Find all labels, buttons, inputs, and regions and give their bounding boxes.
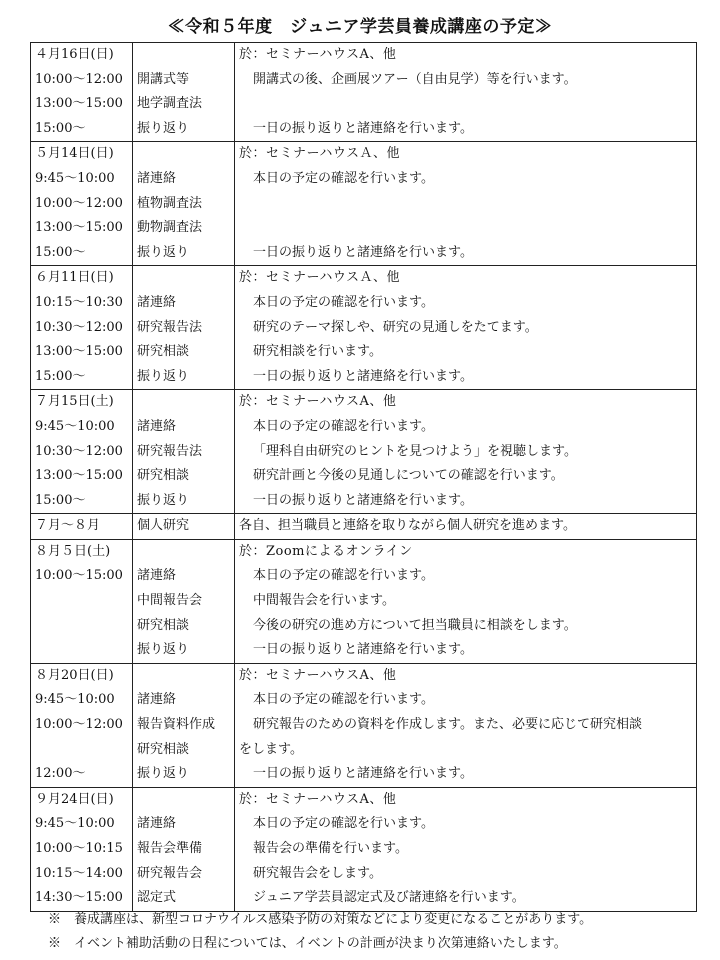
row-time: 10:00～12:00 — [31, 192, 133, 217]
session-item-blank — [133, 787, 235, 812]
schedule-row — [31, 415, 697, 440]
row-description: 本日の予定の確認を行います。 — [235, 564, 697, 589]
schedule-row — [31, 291, 697, 316]
row-time: 13:00～15:00 — [31, 464, 133, 489]
row-item: 振り返り — [133, 638, 235, 663]
schedule-row — [31, 614, 697, 639]
session-header-row — [31, 787, 697, 812]
schedule-row — [31, 92, 697, 117]
schedule-row — [31, 68, 697, 93]
row-item: 諸連絡 — [133, 812, 235, 837]
row-item: 諸連絡 — [133, 291, 235, 316]
row-description: 本日の予定の確認を行います。 — [235, 812, 697, 837]
row-time: 9:45～10:00 — [31, 415, 133, 440]
row-item: 諸連絡 — [133, 688, 235, 713]
session-header-row — [31, 663, 697, 688]
schedule-row — [31, 638, 697, 663]
schedule-row — [31, 216, 697, 241]
row-time: 15:00～ — [31, 365, 133, 390]
row-time: 10:30～12:00 — [31, 316, 133, 341]
schedule-row — [31, 340, 697, 365]
row-item: 中間報告会 — [133, 589, 235, 614]
row-item: 振り返り — [133, 489, 235, 514]
row-item: 研究報告法 — [133, 440, 235, 465]
row-time: 13:00～15:00 — [31, 340, 133, 365]
row-item: 地学調査法 — [133, 92, 235, 117]
session-location: 於：セミナーハウスA、他 — [235, 43, 697, 68]
session-header-row — [31, 266, 697, 291]
row-item: 研究相談 — [133, 464, 235, 489]
session-header-row — [31, 390, 697, 415]
row-description: 一日の振り返りと諸連絡を行います。 — [235, 489, 697, 514]
row-time: 15:00～ — [31, 241, 133, 266]
row-item: 動物調査法 — [133, 216, 235, 241]
schedule-row — [31, 365, 697, 390]
schedule-row — [31, 440, 697, 465]
session-item-blank — [133, 142, 235, 167]
row-description: 研究相談を行います。 — [235, 340, 697, 365]
session-date: ８月５日(土) — [31, 539, 133, 564]
schedule-row — [31, 192, 697, 217]
session-item-blank — [133, 390, 235, 415]
session-date: ８月20日(日) — [31, 663, 133, 688]
schedule-table — [30, 42, 697, 912]
schedule-row — [31, 464, 697, 489]
row-time: 10:00～12:00 — [31, 713, 133, 738]
session-item-blank — [133, 663, 235, 688]
row-time: 13:00～15:00 — [31, 216, 133, 241]
row-description: 研究報告会をします。 — [235, 862, 697, 887]
schedule-row — [31, 241, 697, 266]
notes — [48, 908, 708, 956]
session-location: 於：セミナーハウスA、他 — [235, 663, 697, 688]
row-description: 研究のテーマ探しや、研究の見通しをたてます。 — [235, 316, 697, 341]
row-description: 本日の予定の確認を行います。 — [235, 688, 697, 713]
row-description: 「理科自由研究のヒントを見つけよう」を視聴します。 — [235, 440, 697, 465]
row-description — [235, 192, 697, 217]
row-time: 13:00～15:00 — [31, 92, 133, 117]
row-time: 9:45～10:00 — [31, 688, 133, 713]
row-description: 本日の予定の確認を行います。 — [235, 291, 697, 316]
row-item: 開講式等 — [133, 68, 235, 93]
row-item: 研究相談 — [133, 738, 235, 763]
row-description: 今後の研究の進め方について担当職員に相談をします。 — [235, 614, 697, 639]
row-item: 報告資料作成 — [133, 713, 235, 738]
session-location: 於：セミナーハウスA、他 — [235, 390, 697, 415]
row-item: 研究相談 — [133, 614, 235, 639]
row-time: 10:00～12:00 — [31, 68, 133, 93]
session-location: 於：Zoomによるオンライン — [235, 539, 697, 564]
note-item: ※ 養成講座は、新型コロナウイルス感染予防の対策などにより変更になることがあります。 — [48, 912, 593, 927]
row-item: 諸連絡 — [133, 564, 235, 589]
schedule-row — [31, 837, 697, 862]
row-time: 10:15～10:30 — [31, 291, 133, 316]
note-item: ※ イベント補助活動の日程については、イベントの計画が決まり次第連絡いたします。 — [48, 936, 567, 951]
row-item: 振り返り — [133, 117, 235, 142]
page-title: ≪令和５年度 ジュニア学芸員養成講座の予定≫ — [167, 17, 553, 37]
schedule-row — [31, 862, 697, 887]
row-time: 10:00～10:15 — [31, 837, 133, 862]
row-description: 一日の振り返りと諸連絡を行います。 — [235, 365, 697, 390]
row-time: 9:45～10:00 — [31, 167, 133, 192]
row-item: 振り返り — [133, 762, 235, 787]
row-description: 一日の振り返りと諸連絡を行います。 — [235, 638, 697, 663]
row-time: 9:45～10:00 — [31, 812, 133, 837]
row-description: 報告会の準備を行います。 — [235, 837, 697, 862]
row-description — [235, 216, 697, 241]
row-item: 植物調査法 — [133, 192, 235, 217]
schedule-row — [31, 564, 697, 589]
row-time: 15:00～ — [31, 489, 133, 514]
row-time — [31, 738, 133, 763]
session-date: ６月11日(日) — [31, 266, 133, 291]
row-description: 中間報告会を行います。 — [235, 589, 697, 614]
session-header-row — [31, 142, 697, 167]
row-description: 本日の予定の確認を行います。 — [235, 167, 697, 192]
session-description: 各自、担当職員と連絡を取りながら個人研究を進めます。 — [235, 514, 697, 540]
row-description: 一日の振り返りと諸連絡を行います。 — [235, 762, 697, 787]
session-date: ４月16日(日) — [31, 43, 133, 68]
row-item: 諸連絡 — [133, 415, 235, 440]
schedule-row — [31, 167, 697, 192]
session-item-blank — [133, 539, 235, 564]
row-description — [235, 92, 697, 117]
row-description: 研究報告のための資料を作成します。また、必要に応じて研究相談 — [235, 713, 697, 738]
row-description: 一日の振り返りと諸連絡を行います。 — [235, 117, 697, 142]
session-block — [31, 514, 697, 540]
row-item: 報告会準備 — [133, 837, 235, 862]
row-description: をします。 — [235, 738, 697, 763]
row-time: 15:00～ — [31, 117, 133, 142]
session-location: 於：セミナーハウスＡ、他 — [235, 266, 697, 291]
row-time — [31, 614, 133, 639]
row-item: 認定式 — [133, 886, 235, 911]
session-period: ７月～８月 — [31, 514, 133, 540]
session-date: ９月24日(日) — [31, 787, 133, 812]
row-time — [31, 589, 133, 614]
row-item: 諸連絡 — [133, 167, 235, 192]
session-item: 個人研究 — [133, 514, 235, 540]
row-time: 10:00～15:00 — [31, 564, 133, 589]
row-description: 一日の振り返りと諸連絡を行います。 — [235, 241, 697, 266]
row-time: 14:30～15:00 — [31, 886, 133, 911]
row-description: 本日の予定の確認を行います。 — [235, 415, 697, 440]
row-time: 10:30～12:00 — [31, 440, 133, 465]
session-header-row — [31, 43, 697, 68]
schedule-row — [31, 117, 697, 142]
session-location: 於：セミナーハウスＡ、他 — [235, 142, 697, 167]
row-time: 12:00～ — [31, 762, 133, 787]
session-item-blank — [133, 43, 235, 68]
schedule-row — [31, 489, 697, 514]
schedule-row — [31, 762, 697, 787]
schedule-row — [31, 812, 697, 837]
row-description: 研究計画と今後の見通しについての確認を行います。 — [235, 464, 697, 489]
row-item: 研究報告会 — [133, 862, 235, 887]
session-date: ５月14日(日) — [31, 142, 133, 167]
session-header-row — [31, 539, 697, 564]
row-item: 研究報告法 — [133, 316, 235, 341]
schedule-row — [31, 713, 697, 738]
session-date: ７月15日(土) — [31, 390, 133, 415]
row-item: 研究相談 — [133, 340, 235, 365]
schedule-row — [31, 688, 697, 713]
schedule-row — [31, 589, 697, 614]
session-item-blank — [133, 266, 235, 291]
schedule-row — [31, 316, 697, 341]
row-time — [31, 638, 133, 663]
row-item: 振り返り — [133, 241, 235, 266]
schedule-row — [31, 738, 697, 763]
row-item: 振り返り — [133, 365, 235, 390]
row-description: ジュニア学芸員認定式及び諸連絡を行います。 — [235, 886, 697, 911]
row-time: 10:15～14:00 — [31, 862, 133, 887]
row-description: 開講式の後、企画展ツアー（自由見学）等を行います。 — [235, 68, 697, 93]
session-location: 於：セミナーハウスA、他 — [235, 787, 697, 812]
